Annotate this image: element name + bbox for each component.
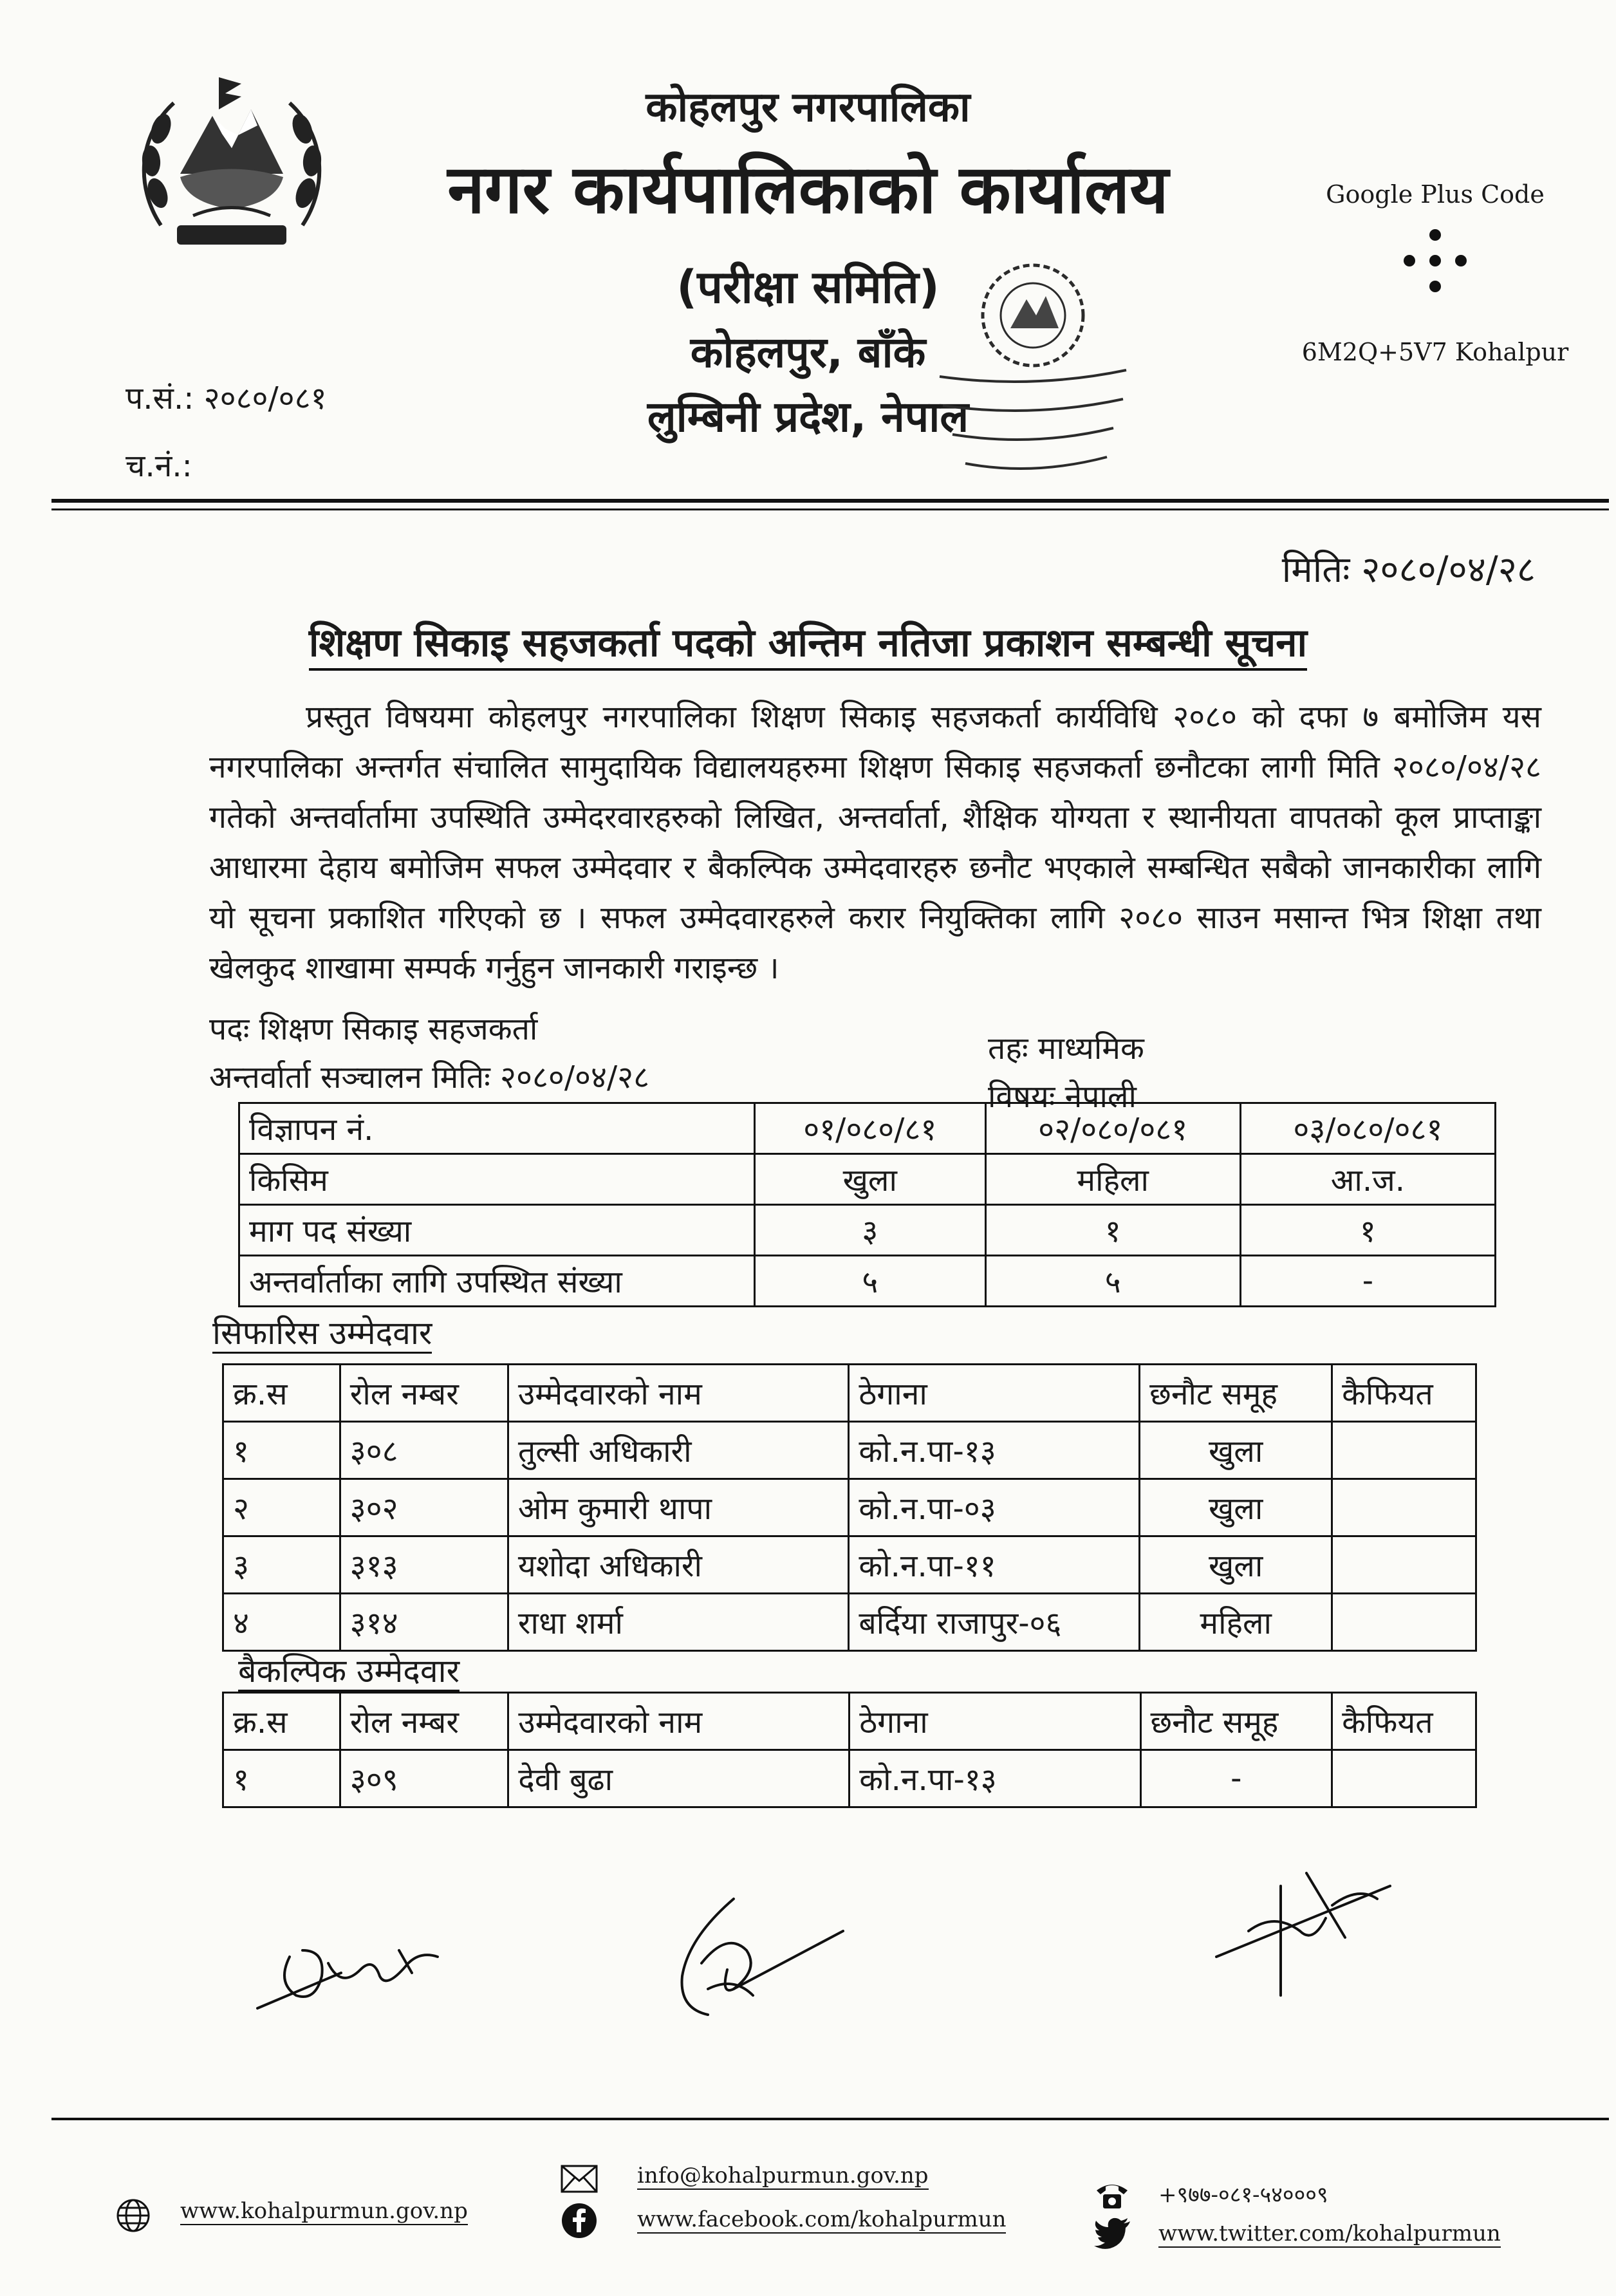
phone-number: +९७७-०८१-५४०००९ [1158, 2182, 1328, 2208]
header-divider [51, 499, 1609, 503]
table-row [223, 1594, 1476, 1651]
official-stamp-icon [927, 257, 1139, 496]
table-cell: ३१४ [340, 1594, 508, 1651]
table-row [223, 1422, 1476, 1479]
table-cell: १ [985, 1205, 1240, 1256]
facebook-text: www.facebook.com/kohalpurmun [637, 2207, 1007, 2232]
table-cell: अन्तर्वार्ताका लागि उपस्थित संख्या [239, 1256, 755, 1307]
interview-date: अन्तर्वार्ता सञ्चालन मितिः २०८०/०४/२८ [209, 1059, 650, 1096]
table-cell: १ [1240, 1205, 1495, 1256]
table-row [223, 1536, 1476, 1594]
table-cell: ओम कुमारी थापा [508, 1479, 848, 1536]
header-divider-thin [51, 509, 1609, 510]
table-cell: ३०८ [340, 1422, 508, 1479]
telephone-icon [1094, 2179, 1130, 2211]
table-cell: को.न.पा-११ [849, 1536, 1140, 1594]
table-cell: ३०९ [340, 1750, 508, 1807]
level-label: तहः माध्यमिक [988, 1031, 1144, 1067]
committee-name: (परीक्षा समिति) [676, 261, 940, 313]
table-cell: राधा शर्मा [508, 1594, 848, 1651]
table-cell: किसिम [239, 1154, 755, 1205]
facebook-icon [561, 2203, 597, 2239]
advertisement-table [238, 1102, 1496, 1307]
header-cell: ठेगाना [849, 1365, 1140, 1422]
table-cell: ३१३ [340, 1536, 508, 1594]
website-text: www.kohalpurmun.gov.np [180, 2198, 468, 2224]
table-cell: माग पद संख्या [239, 1205, 755, 1256]
footer-divider [51, 2118, 1609, 2120]
address-line-2: लुम्बिनी प्रदेश, नेपाल [647, 392, 969, 442]
table-row [223, 1479, 1476, 1536]
email-text: info@kohalpurmun.gov.np [637, 2163, 929, 2189]
alternate-section-label [238, 1648, 460, 1692]
table-row [239, 1103, 1496, 1154]
table-cell: ०१/०८०/८१ [755, 1103, 986, 1154]
table-cell [1332, 1536, 1476, 1594]
header-cell: कैफियत [1332, 1365, 1476, 1422]
subject-label: विषयः नेपाली [988, 1079, 1137, 1115]
table-cell [1332, 1479, 1476, 1536]
table-row [239, 1256, 1496, 1307]
municipality-name: कोहलपुर नगरपालिका [645, 84, 971, 131]
table-cell: २ [223, 1479, 340, 1536]
table-cell: १ [223, 1422, 340, 1479]
header-cell: ठेगाना [850, 1693, 1140, 1750]
table-cell: देवी बुढा [508, 1750, 850, 1807]
table-cell: खुला [755, 1154, 986, 1205]
header-cell: छनौट समूह [1140, 1693, 1332, 1750]
header-cell: क्र.स [223, 1365, 340, 1422]
table-cell: को.न.पा-१३ [849, 1422, 1140, 1479]
notice-date: मितिः २०८०/०४/२८ [1281, 549, 1536, 591]
table-header-row [223, 1693, 1476, 1750]
table-cell: बर्दिया राजापुर-०६ [849, 1594, 1140, 1651]
notice-title-text: शिक्षण सिकाइ सहजकर्ता पदको अन्तिम नतिजा प्रकाशन सम्बन्धी सूचना [309, 621, 1307, 671]
alternate-label-text: बैकल्पिक उम्मेदवार [238, 1652, 460, 1692]
table-cell: ४ [223, 1594, 340, 1651]
table-header-row [223, 1365, 1476, 1422]
recommended-section-label [212, 1310, 432, 1354]
globe-icon [116, 2198, 151, 2233]
header-cell: छनौट समूह [1140, 1365, 1332, 1422]
google-plus-code-label: Google Plus Code [1326, 180, 1545, 209]
signature-1-icon [251, 1912, 457, 2021]
recommended-candidates-table [222, 1363, 1477, 1652]
table-cell: ५ [755, 1256, 986, 1307]
table-cell [1332, 1594, 1476, 1651]
table-cell: विज्ञापन नं. [239, 1103, 755, 1154]
reference-number: प.सं.: २०८०/०८१ [125, 380, 327, 416]
table-cell: को.न.पा-१३ [850, 1750, 1140, 1807]
table-cell: ३०२ [340, 1479, 508, 1536]
email-link[interactable] [637, 2163, 929, 2189]
header-cell: कैफियत [1332, 1693, 1476, 1750]
table-row [239, 1205, 1496, 1256]
plus-code-icon [1400, 225, 1471, 296]
header-cell: रोल नम्बर [340, 1693, 508, 1750]
office-title: नगर कार्यपालिकाको कार्यालय [447, 150, 1169, 229]
notice-title [0, 615, 1616, 667]
twitter-icon [1094, 2217, 1131, 2250]
website-link[interactable] [180, 2198, 468, 2224]
table-row [223, 1750, 1476, 1807]
signature-3-icon [1210, 1860, 1403, 2008]
table-cell: १ [223, 1750, 340, 1807]
table-cell: महिला [1140, 1594, 1332, 1651]
header-cell: रोल नम्बर [340, 1365, 508, 1422]
signature-2-icon [669, 1892, 850, 2021]
table-cell: - [1240, 1256, 1495, 1307]
table-cell [1332, 1422, 1476, 1479]
table-cell: महिला [985, 1154, 1240, 1205]
table-cell: - [1140, 1750, 1332, 1807]
notice-body [209, 692, 1541, 993]
table-cell: ३ [223, 1536, 340, 1594]
post-label: पदः शिक्षण सिकाइ सहजकर्ता [209, 1011, 538, 1047]
google-plus-code: 6M2Q+5V7 Kohalpur [1301, 338, 1569, 366]
table-cell: आ.ज. [1240, 1154, 1495, 1205]
alternate-candidates-table [222, 1692, 1477, 1808]
twitter-text: www.twitter.com/kohalpurmun [1158, 2221, 1501, 2246]
table-cell: ३ [755, 1205, 986, 1256]
table-row [239, 1154, 1496, 1205]
header-cell: उम्मेदवारको नाम [508, 1693, 850, 1750]
table-cell: ५ [985, 1256, 1240, 1307]
table-cell: खुला [1140, 1422, 1332, 1479]
table-cell: ०२/०८०/०८१ [985, 1103, 1240, 1154]
notice-body-text: प्रस्तुत विषयमा कोहलपुर नगरपालिका शिक्षण सिकाइ सहजकर्ता कार्यविधि २०८० को दफा ७ बमोजिम यस नगरपालिका अन्तर्गत संचालित सामुदायिक विद्यालयहरुमा शिक्षण सिकाइ सहजकर्ता छनौटका लागी मिति २०८०/०४/२८ गतेको अन्तर्वार्तामा उपस्थिति उम्मेदरवारहरुको लिखित, अन्तर्वार्ता, शैक्षिक योग्यता र स्थानीयता वापतको कूल प्राप्ताङ्का आधारमा देहाय बमोजिम सफल उम्मेदवार र बैकल्पिक उम्मेदवारहरु छनौट भएकाले सम्बन्धित सबैको जानकारीका लागि यो सूचना प्रकाशित गरिएको छ । सफल उम्मेदवारहरुले करार नियुक्तिका लागि २०८० साउन मसान्त भित्र शिक्षा तथा खेलकुद शाखामा सम्पर्क गर्नुहुन जानकारी गराइन्छ । [209, 699, 1541, 986]
address-line-1: कोहलपुर, बाँके [690, 328, 926, 377]
header-cell: क्र.स [223, 1693, 340, 1750]
twitter-link[interactable] [1158, 2221, 1501, 2246]
recommended-label-text: सिफारिस उम्मेदवार [212, 1314, 432, 1354]
mail-icon [560, 2163, 599, 2195]
table-cell: ०३/०८०/०८१ [1240, 1103, 1495, 1154]
table-cell: खुला [1140, 1479, 1332, 1536]
facebook-link[interactable] [637, 2207, 1006, 2232]
table-cell: यशोदा अधिकारी [508, 1536, 848, 1594]
table-cell: खुला [1140, 1536, 1332, 1594]
table-cell: तुल्सी अधिकारी [508, 1422, 848, 1479]
table-cell: को.न.पा-०३ [849, 1479, 1140, 1536]
dispatch-number: च.नं.: [125, 448, 192, 484]
table-cell [1332, 1750, 1476, 1807]
header-cell: उम्मेदवारको नाम [508, 1365, 848, 1422]
